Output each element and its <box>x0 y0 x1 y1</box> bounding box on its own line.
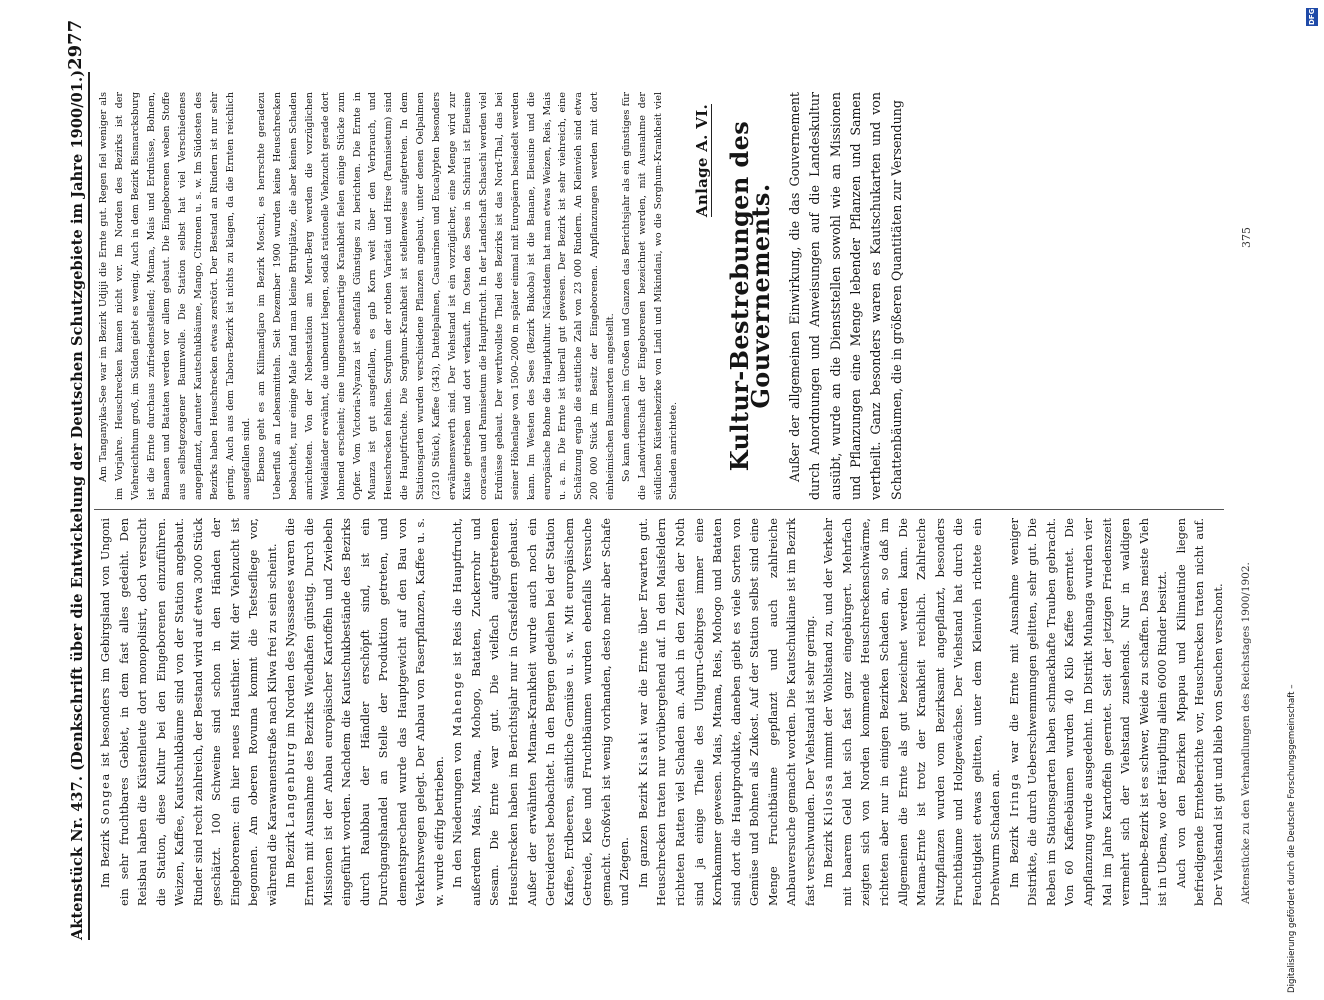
appendix-section <box>690 92 907 500</box>
place-name: Mahenge <box>450 671 465 737</box>
paragraph: Ebenso geht es am Kilimandjaro im Bezirk Moschi, es herrschte geradezu Ueberfluß an Lebensmitteln. Seit Dezember 1900 wurden keine Heuschrecken beobachtet, nur einige Male fand man kleine Brutplätze, die aber keinen Schaden anrichteten. Von der Nebenstation am Meru-Berg werden die vorzüglichen Weideländer erwähnt, die unbenutzt liegen, sodaß rationelle Viehzucht gerade dort lohnend erscheint; eine lungenseuchenartige Krankheit fielen einige Stücke zum Opfer. Vom Victoria-Nyanza ist ebenfalls Günstiges zu berichten. Die Ernte in Muanza ist gut ausgefallen, es gab Korn weit über den Verbrauch, und Heuschrecken fehlten. Sorghum der rothen Varietät und Hirse (Pannisetum) sind die Hauptfrüchte. Die Sorghum-Krankheit ist stellenweise aufgetreten. In dem Stationsgarten wurden verschiedene Pflanzen angebaut, unter denen Oelpalmen (2310 Stück), Kaffee (343), Dattelpalmen, Casuarinen und Eucalypten besonders erwähnenswerth sind. Der Viehstand ist ein vorzüglicher, eine Menge wird zur Küste getrieben und dort verkauft. Im Osten des Sees in Schirati ist Eleusine coracana und Pannisetum die Hauptfrucht. In der Landschaft Schaschi werden viel Erdnüsse gebaut. Der werthvollste Theil des Bezirks ist das Nord-Thal, das bei seiner Höhenlage von 1500–2000 m später einmal mit Europäern besiedelt werden kann. Im Westen des Sees (Bezirk Bukoba) ist die Banane, Eleusine und die europäische Bohne die Hauptkultur. Nächstdem hat man etwas Weizen, Reis, Mais u. a. m. Die Ernte ist überall gut gewesen. Der Bezirk ist sehr viehreich, eine Schätzung ergab die stattliche Zahl von 23 000 Rindern. An Kleinvieh sind etwa 200 000 Stück im Besitz der Eingeborenen. Anpflanzungen werden mit dort einheimischen Baumsorten angestellt. <box>256 92 616 500</box>
header-rule <box>88 72 90 940</box>
place-name: Iringa <box>1006 772 1021 817</box>
paragraph: Außer der allgemeinen Einwirkung, die das Gouvernement durch Anordnungen und Anweisungen auf die Landeskultur ausübt, wurde an die Dienststellen sowohl wie an Missionen und Pflanzungen eine Menge lebender Pflanzen und Samen vertheilt. Ganz besonders waren es Kautschukarten und von Schattenbäumen, die in größeren Quantitäten zur Versendung <box>787 92 904 500</box>
paragraph: Im Bezirk Langenburg im Norden des Nyassasees waren die Ernten mit Ausnahme des Bezirks Wiedhafen günstig. Durch die Missionen ist der Anbau europäischer Kartoffeln und Zwiebeln eingeführt worden. Nachdem die Kautschukbestände des Bezirks durch Raubbau der Händler erschöpft sind, ist ein Durchgangshandel an Stelle der Produktion getreten, und dementsprechend wurde das Hauptgewicht auf den Bau von Verkehrswegen gelegt. Der Anbau von Faserpflanzen, Kaffee u. s. w. wurde eifrig betrieben. <box>283 518 446 906</box>
paragraph: Im ganzen Bezirk Kisaki war die Ernte über Erwarten gut. Heuschrecken traten nur vorübergehend auf. In den Maisfeldern richteten Ratten viel Schaden an. Auch in den Zeiten der Noth sind ja einige Theile des Uluguru-Gebirges immer eine Kornkammer gewesen. Mais, Mtama, Reis, Mohogo und Bataten sind dort die Hauptprodukte, daneben giebt es viele Sorten von Gemüse und Bohnen als Zukost. Auf der Station selbst sind eine Menge Fruchtbäume gepflanzt und auch zahlreiche Anbauversuche gemacht worden. Die Kautschukliane ist im Bezirk fast verschwunden. Der Viehstand ist sehr gering. <box>635 518 817 906</box>
left-column <box>96 518 1227 906</box>
paragraph: In den Niederungen von Mahenge ist Reis die Hauptfrucht, außerdem Mais, Mtama, Mohogo, Bataten, Zuckerrohr und Sesam. Die Ernte war gut. Die vielfach aufgetretenen Heuschrecken haben im Berichtsjahr nur in Grasfeldern gehaust. Außer der erwähnten Mtama-Krankheit wurde auch noch ein Getreiderost beobachtet. In den Bergen gedeihen bei der Station Kaffee, Erdbeeren, sämtliche Gemüse u. s. w. Mit europäischem Getreide, Klee und Fruchtbäumen wurden ebenfalls Versuche gemacht. Großvieh ist wenig vorhanden, desto mehr aber Schafe und Ziegen. <box>450 517 632 906</box>
paragraph: So kann demnach im Großen und Ganzen das Berichtsjahr als ein günstiges für die Landwirthschaft der Eingeborenen bezeichnet werden, mit Ausnahme der südlichen Küstenbezirke von Lindi und Mikindani, wo die Sorghum-Krankheit viel Schaden anrichtete. <box>620 92 680 500</box>
page-header <box>58 19 86 940</box>
header-title: Aktenstück Nr. 437. (Denkschrift über die Entwickelung der Deutschen Schutzgebiete im Jahre 1900/01.) <box>69 69 86 940</box>
page-marker: 375 <box>1240 227 1253 248</box>
page-number: 2977 <box>65 19 86 70</box>
place-name: Kisaki <box>635 730 650 776</box>
right-column <box>96 92 682 500</box>
footnote: Aktenstücke zu den Verhandlungen des Reichstages 1900/1902. <box>1240 562 1252 904</box>
paragraph: Auch von den Bezirken Mpapua und Kilimatinde liegen befriedigende Ernteberichte vor, Heuschrecken traten nicht auf. Der Viehstand ist gut und blieb von Seuchen verschont. <box>1173 518 1225 906</box>
paragraph: Im Bezirk Songea ist besonders im Gebirgsland von Ungoni ein sehr fruchtbares Gebiet, in dem fast alles gedeiht. Den Reisbau haben die Küstenleute dort monopolisirt, doch versucht die Station, diese Kultur bei den Eingeborenen einzuführen. Weizen, Kaffee, Kautschukbäume sind von der Station angebaut. Rinder sind recht zahlreich, der Bestand wird auf etwa 3000 Stück geschätzt. 100 Schweine sind schon in den Händen der Eingeborenen: ein hier neues Hausthier. Mit der Viehzucht ist begonnen. Am oberen Rovuma kommt die Tsetsefliege vor, während die Karawanenstraße nach Kilwa frei zu sein scheint. <box>98 518 279 906</box>
paragraph: Im Bezirk Kilossa nimmt der Wohlstand zu, und der Verkehr mit baarem Geld hat sich fast ganz eingebürgert. Mehrfach zeigten sich von Norden kommende Heuschreckenschwärme, richteten aber nur in einigen Bezirken Schaden an, so daß im Allgemeinen die Ernte als gut bezeichnet werden kann. Die Mtama-Ernte ist trotz der Krankheit reichlich. Zahlreiche Nutzpflanzen wurden vom Bezirksamt angepflanzt, besonders Fruchtbäume und Holzgewächse. Der Viehstand hat durch die Feuchtigkeit etwas gelitten, unter dem Kleinvieh richtete ein Drehwurm Schaden an. <box>821 518 1003 906</box>
place-name: Langenburg <box>283 741 298 828</box>
place-name: Songea <box>98 772 112 825</box>
dfg-logo: DFG <box>1308 8 1316 26</box>
appendix-title: Kultur-Bestrebungen des Gouvernements. <box>725 120 775 472</box>
place-name: Kilossa <box>821 773 836 826</box>
paragraph: Im Bezirk Iringa war die Ernte mit Ausnahme weniger Distrikte, die durch Ueberschwemmungen gelitten, sehr gut. Die Reben im Stationsgarten haben schmackhafte Trauben gebracht. Von 60 Kaffeebäumen wurden 40 Kilo Kaffee geerntet. Die Anpflanzung wurde ausgedehnt. Im Distrikt Muhanga wurden vier Mal im Jahre Kartoffeln geerntet. Seit der jetzigen Friedenszeit vermehrt sich der Viehstand zusehends. Nur in waldigen Lupembe-Bezirk ist es schwer, Weide zu schaffen. Das meiste Vieh ist in Ubena, wo der Häuptling allein 6000 Rinder besitzt. <box>1006 518 1170 906</box>
paragraph: Am Tanganyika-See war im Bezirk Udjiji die Ernte gut. Regen fiel weniger als im Vorjahre. Heuschrecken kamen nicht vor. Im Norden des Bezirks ist der Viehreichthum groß, im Süden giebt es wenig. Auch in dem Bezirk Bismarcksburg ist die Ernte durchaus zufriedenstellend; Mtama, Mais und Erdnüsse, Bohnen, Bananen und Bataten werden vor allem gebaut. Die Eingeborenen weben Stoffe aus selbstgezogener Baumwolle. Die Station selbst hat viel Verschiedenes angepflanzt, darunter Kautschukbäume, Mango, Citronen u. s. w. Im Südosten des Bezirks haben Heuschrecken etwas zerstört. Der Bestand an Rindern ist nur sehr gering. Auch aus dem Tabora-Bezirk ist nichts zu klagen, da die Ernten reichlich ausgefallen sind. <box>98 92 252 500</box>
appendix-label: Anlage A. VI. <box>693 104 711 218</box>
digitization-note: Digitalisierung gefördert durch die Deutsche Forschungsgemeinschaft – <box>1287 684 1297 993</box>
column-divider <box>94 509 1224 510</box>
